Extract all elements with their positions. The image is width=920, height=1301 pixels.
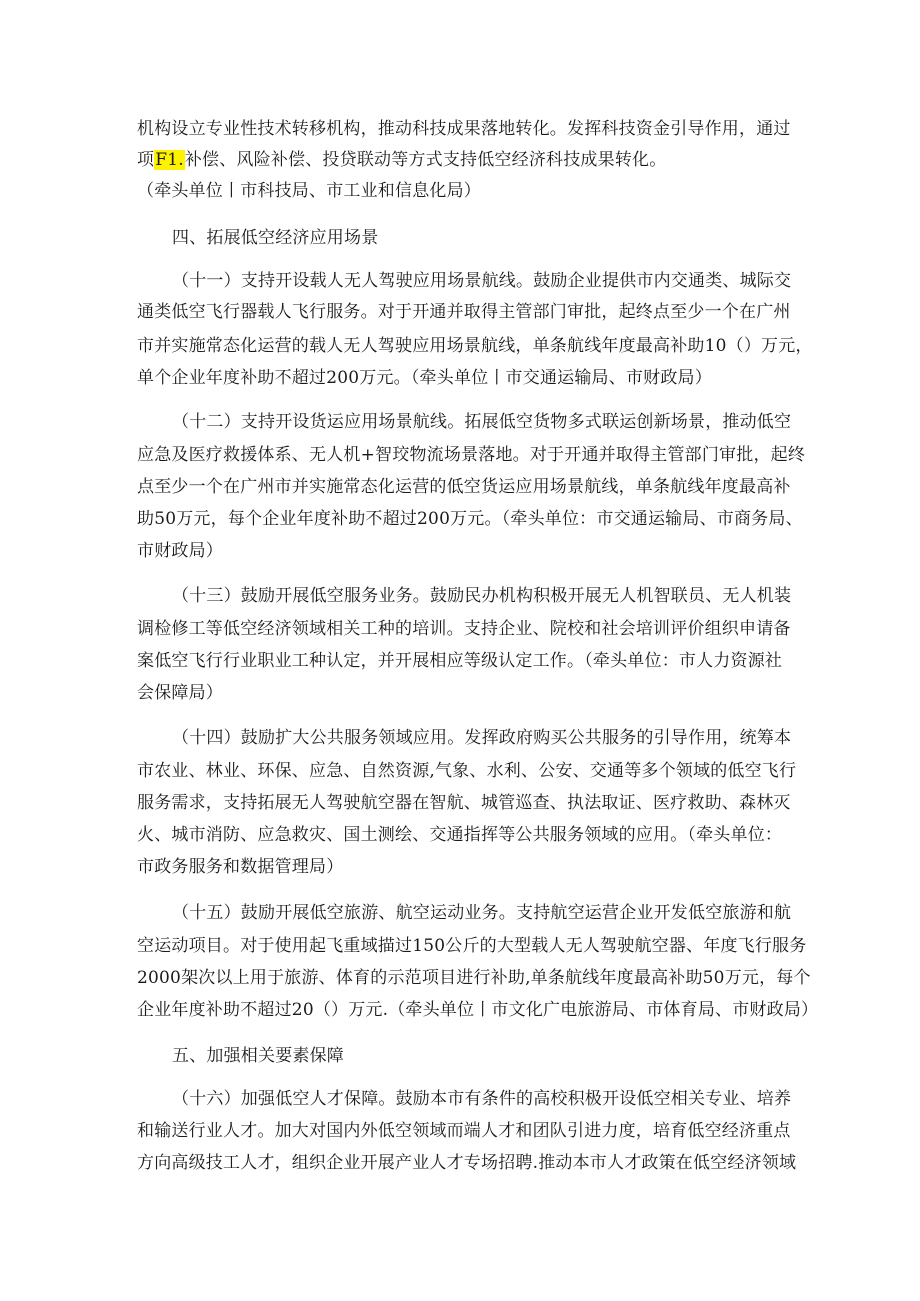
item-15-line-2: 空运动项目。对于使用起飞重域描过150公斤的大型载人无人驾驶航空器、年度飞行服务 (137, 936, 807, 956)
item-11-line-3: 市并实施常态化运营的载人无人驾驶应用场景航线，单条航线年度最高补助10（）万元， (137, 336, 813, 356)
item-12-line-4: 助50万元，每个企业年度补助不超过200万元。（牵头单位：市交通运输局、市商务局、 (137, 509, 803, 529)
intro-line-2-prefix: 项 (137, 150, 155, 170)
intro-line-2-text: 补偿、风险补偿、投贷联动等方式支持低空经济科技成果转化。 (184, 150, 667, 170)
item-16-line-2: 和输送行业人才。加大对国内外低空领域而端人才和团队引进力度，培育低空经济重点 (137, 1121, 791, 1141)
item-14-line-1: （十四）鼓励扩大公共服务领域应用。发挥政府购买公共服务的引导作用，统筹本 (172, 728, 792, 748)
item-12-line-3: 点至少一个在广州市并实施常态化运营的低空货运应用场景航线，单条航线年度最高补 (137, 477, 791, 497)
item-12-line-5: 市财政局） (137, 541, 223, 561)
highlight-mark: F1. (155, 150, 184, 170)
item-16-line-1: （十六）加强低空人才保障。鼓励本市有条件的高校积极开设低空相关专业、培养 (172, 1089, 792, 1109)
item-15-line-4: 企业年度补助不超过20（）万元.（牵头单位丨市文化广电旅游局、市体育局、市财政局） (137, 1000, 819, 1020)
item-14-line-4: 火、城市消防、应急救灾、国土测绘、交通指挥等公共服务领域的应用。（牵头单位： (137, 825, 783, 845)
item-13-line-4: 会保障局） (137, 683, 223, 703)
item-11-line-1: （十一）支持开设载人无人驾驶应用场景航线。鼓励企业提供市内交通类、城际交 (172, 271, 792, 291)
intro-line-2 (137, 149, 666, 171)
item-14-line-3: 服务需求，支持拓展无人驾驶航空器在智航、城管巡查、执法取证、医疗救助、森林灭 (137, 793, 791, 813)
section-heading-5: 五、加强相关要素保障 (172, 1046, 344, 1066)
item-12-line-1: （十二）支持开设货运应用场景航线。拓展低空货物多式联运创新场景，推动低空 (172, 412, 792, 432)
item-11-line-4: 单个企业年度补助不超过200万元。（牵头单位丨市交通运输局、市财政局） (137, 368, 712, 388)
item-15-line-1: （十五）鼓励开展低空旅游、航空运动业务。支持航空运营企业开发低空旅游和航 (172, 903, 792, 923)
item-14-line-5: 市政务服务和数据管理局） (137, 857, 344, 877)
item-14-line-2: 市农业、林业、环保、应急、自然资源,气象、水利、公安、交通等多个领域的低空飞行 (137, 761, 797, 781)
item-11-line-2: 通类低空飞行器载人飞行服务。对于开通并取得主管部门审批，起终点至少一个在广州 (137, 302, 791, 322)
item-12-line-2: 应急及医疗救援体系、无人机+智珓物流场景落地。对于开通并取得主管部门审批，起终 (137, 445, 806, 465)
item-15-line-3: 2000架次以上用于旅游、体育的示范项目进行补助,单条航线年度最高补助50万元，每个 (137, 968, 811, 988)
intro-line-1: 机构设立专业性技术转移机构，推动科技成果落地转化。发挥科技资金引导作用，通过 (137, 119, 791, 139)
item-16-line-3: 方向高级技工人才，组织企业开展产业人才专场招聘.推动本市人才政策在低空经济领域 (137, 1153, 797, 1173)
section-heading-4: 四、拓展低空经济应用场景 (172, 228, 379, 248)
item-13-line-3: 案低空飞行行业职业工种认定，并开展相应等级认定工作。（牵头单位：市人力资源社 (137, 651, 783, 671)
item-13-line-1: （十三）鼓励开展低空服务业务。鼓励民办机构积极开展无人机智联员、无人机装 (172, 586, 792, 606)
intro-line-3: （牵头单位丨市科技局、市工业和信息化局） (137, 181, 481, 201)
item-13-line-2: 调检修工等低空经济领域相关工种的培训。支持企业、院校和社会培训评价组织申请备 (137, 619, 791, 639)
